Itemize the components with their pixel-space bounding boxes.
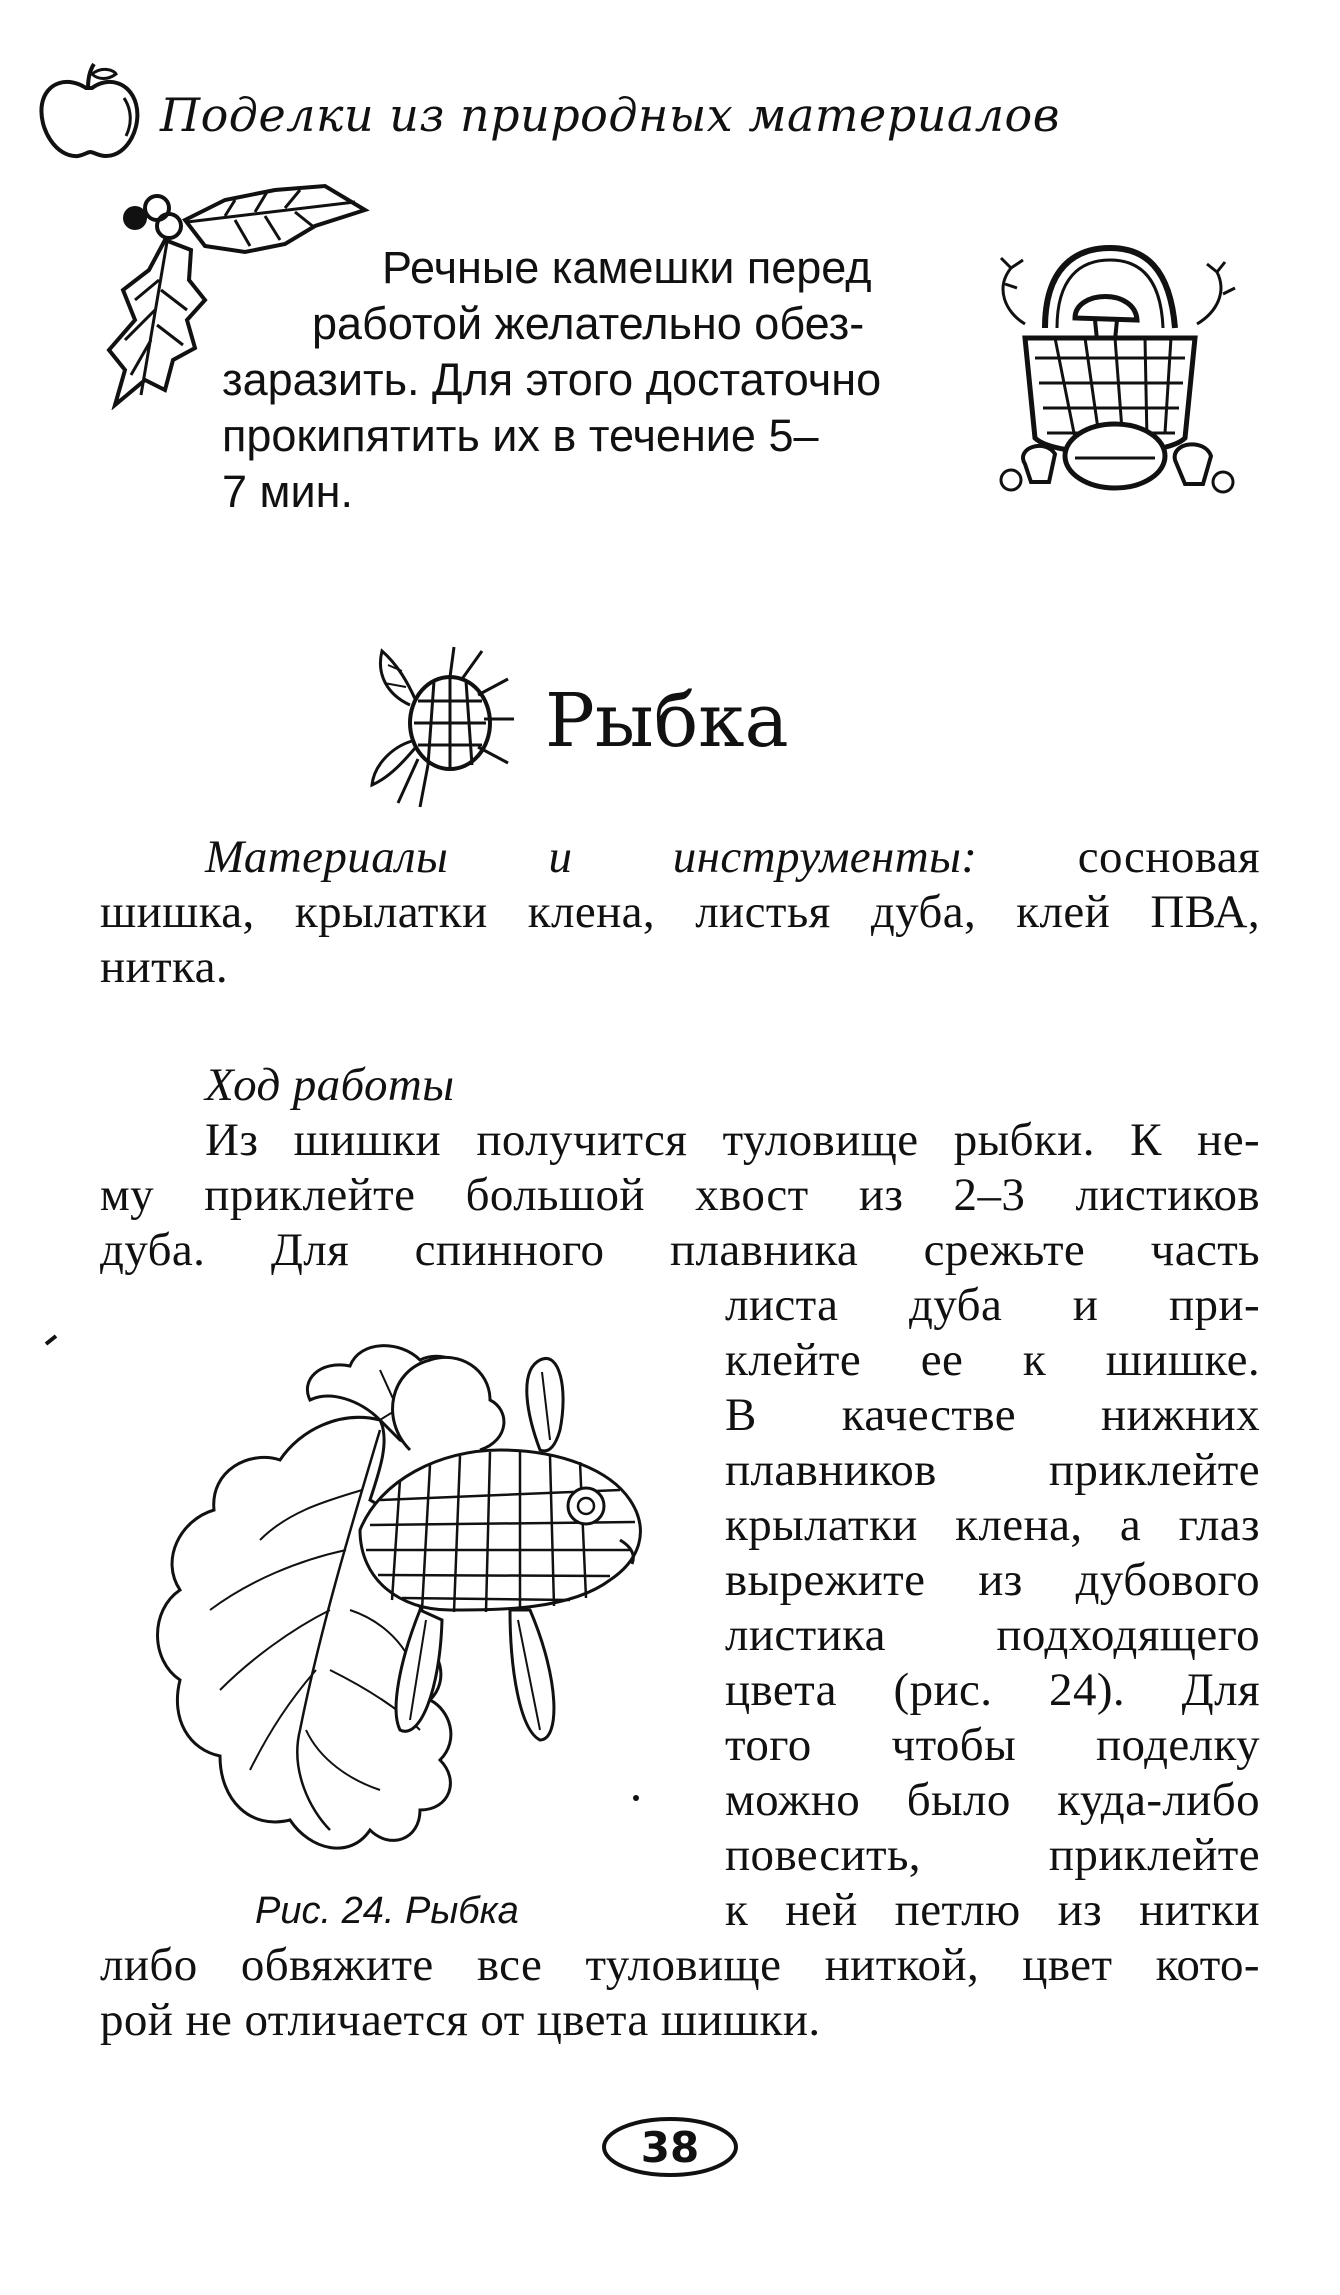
tip-line: работой желательно обез-: [312, 298, 865, 349]
procedure-line: листа дуба и при-: [725, 1279, 1260, 1331]
procedure-line: му приклейте большой хвост из 2–3 листиков: [100, 1169, 1260, 1221]
procedure-line: вырежите из дубового: [725, 1554, 1260, 1606]
procedure-line: того чтобы поделку: [725, 1719, 1260, 1771]
tip-line: заразить. Для этого достаточно: [222, 354, 882, 405]
procedure-heading: Ход работы: [205, 1059, 455, 1111]
procedure-end-lines: [100, 1938, 1260, 2048]
running-header: Поделки из природных материалов: [160, 88, 1061, 142]
materials-text: сосновая: [977, 831, 1261, 883]
procedure-column: [725, 1278, 1260, 1938]
materials-label: Материалы и инструменты:: [205, 831, 978, 883]
procedure-line: дуба. Для спинного плавника срежьте часть: [100, 1224, 1260, 1276]
apple-icon: [28, 58, 148, 168]
procedure-line: клейте ее к шишке.: [725, 1334, 1260, 1386]
figure-caption: Рис. 24. Рыбка: [255, 1890, 519, 1932]
procedure-line: рой не отличается от цвета шишки.: [100, 1994, 821, 2046]
procedure-line: плавников приклейте: [725, 1444, 1260, 1496]
procedure-line: цвета (рис. 24). Для: [725, 1664, 1260, 1716]
tip-line: прокипятить их в течение 5–: [222, 410, 819, 461]
procedure-line: к ней петлю из нитки: [725, 1884, 1260, 1936]
section-title: Рыбка: [545, 678, 789, 764]
procedure-line: крылатки клена, а глаз: [725, 1499, 1260, 1551]
procedure-line: Из шишки получится туловище рыбки. К не-: [205, 1114, 1260, 1166]
materials-line: шишка, крылатки клена, листья дуба, клей ПВА,: [100, 886, 1260, 938]
tip-paragraph: [222, 240, 912, 520]
materials-line: нитка.: [100, 941, 228, 993]
fish-craft-illustration: [130, 1310, 710, 1880]
materials-paragraph: [100, 830, 1260, 995]
tip-line: Речные камешки перед: [382, 242, 872, 293]
page-number: 38: [640, 2122, 700, 2172]
procedure-full-lines: [100, 1113, 1260, 1278]
procedure-line: повесить, приклейте: [725, 1829, 1260, 1881]
materials-line: [100, 830, 1260, 885]
procedure-line: либо обвяжите все туловище ниткой, цвет кото-: [100, 1939, 1260, 1991]
procedure-line: листика подходящего: [725, 1609, 1260, 1661]
page-number-badge: [600, 2115, 740, 2179]
procedure-line: В качестве нижних: [725, 1389, 1260, 1441]
procedure-line: можно было куда-либо: [725, 1774, 1260, 1826]
mushroom-basket-icon: [965, 228, 1255, 508]
pine-cone-icon: [358, 635, 518, 810]
tip-line: 7 мин.: [222, 466, 353, 517]
stray-mark-icon: [42, 1330, 62, 1350]
